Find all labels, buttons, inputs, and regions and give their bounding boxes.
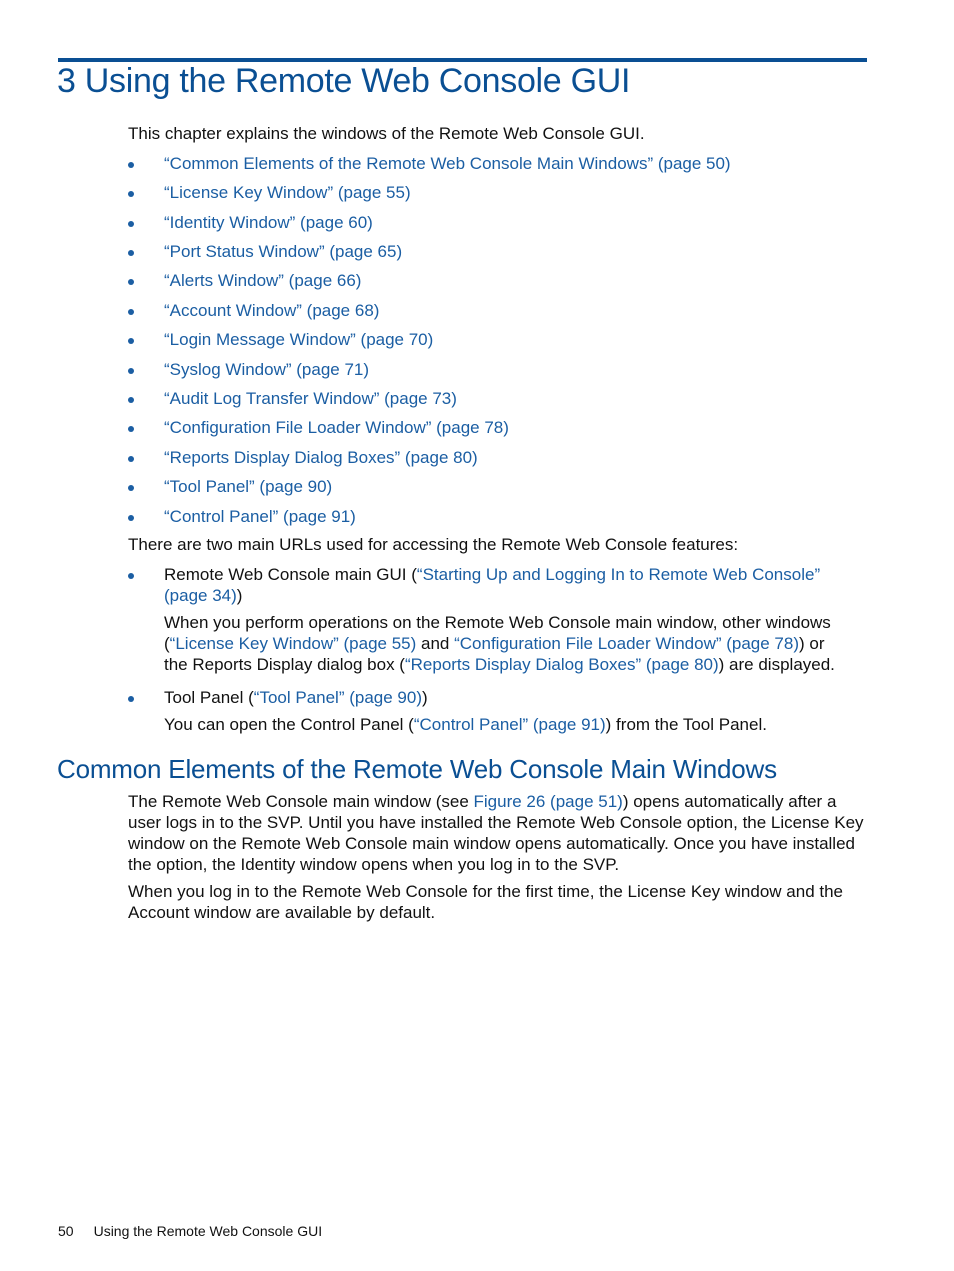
chapter-title: 3 Using the Remote Web Console GUI — [57, 62, 631, 100]
link-starting-up[interactable]: “Starting Up and Logging In to Remote Web Console” — [416, 565, 821, 584]
bullet-icon — [128, 309, 134, 315]
toc-link-login-message[interactable]: “Login Message Window” (page 70) — [164, 330, 434, 349]
bullet-icon — [128, 696, 134, 702]
bullet-icon — [128, 397, 134, 403]
toc-link-reports-display[interactable]: “Reports Display Dialog Boxes” (page 80) — [164, 448, 478, 467]
bullet-icon — [128, 485, 134, 491]
toc-link-license-key[interactable]: “License Key Window” (page 55) — [164, 183, 411, 202]
toc-link-common-elements[interactable]: “Common Elements of the Remote Web Console Main Windows” (page 50) — [164, 154, 731, 173]
toc-link-configuration-file-loader[interactable]: “Configuration File Loader Window” (page 78) — [164, 418, 509, 437]
section-title: Common Elements of the Remote Web Console Main Windows — [57, 754, 777, 784]
section-paragraph1-line4: the option, the Identity window opens when you log in to the SVP. — [128, 855, 620, 874]
section-paragraph1-line3: window on the Remote Web Console main window opens automatically. Once you have installed — [128, 834, 855, 853]
main-gui-detail-line3: the Reports Display dialog box (“Reports Display Dialog Boxes” (page 80)) are displayed. — [164, 655, 835, 674]
toc-link-alerts[interactable]: “Alerts Window” (page 66) — [164, 271, 362, 290]
toc-link-audit-log-transfer[interactable]: “Audit Log Transfer Window” (page 73) — [164, 389, 457, 408]
bullet-icon — [128, 426, 134, 432]
main-gui-item-continued: (page 34)) — [164, 586, 243, 605]
section-paragraph1-line2: user logs in to the SVP. Until you have installed the Remote Web Console option, the License Key — [128, 813, 864, 832]
link-starting-up-page[interactable]: (page 34) — [164, 586, 237, 605]
bullet-icon — [128, 456, 134, 462]
main-gui-item: Remote Web Console main GUI (“Starting Up and Logging In to Remote Web Console” — [164, 565, 821, 584]
main-gui-detail-line1: When you perform operations on the Remote Web Console main window, other windows — [164, 613, 831, 632]
toc-link-control-panel[interactable]: “Control Panel” (page 91) — [164, 507, 356, 526]
bullet-icon — [128, 221, 134, 227]
section-paragraph1-line1: The Remote Web Console main window (see Figure 26 (page 51)) opens automatically after a — [128, 792, 837, 811]
bullet-icon — [128, 573, 134, 579]
bullet-icon — [128, 338, 134, 344]
link-configuration-file-loader-window[interactable]: “Configuration File Loader Window” (page 78) — [454, 634, 800, 653]
toc-link-port-status[interactable]: “Port Status Window” (page 65) — [164, 242, 403, 261]
urls-intro-paragraph: There are two main URLs used for accessing the Remote Web Console features: — [128, 535, 739, 554]
section-paragraph2-line1: When you log in to the Remote Web Console for the first time, the License Key window and the — [128, 882, 844, 901]
link-figure-26[interactable]: Figure 26 (page 51) — [473, 792, 623, 811]
tool-panel-item: Tool Panel (“Tool Panel” (page 90)) — [164, 688, 428, 707]
bullet-icon — [128, 515, 134, 521]
bullet-icon — [128, 368, 134, 374]
toc-link-account[interactable]: “Account Window” (page 68) — [164, 301, 380, 320]
link-reports-display-dialog-boxes[interactable]: “Reports Display Dialog Boxes” (page 80) — [404, 655, 719, 674]
link-control-panel[interactable]: “Control Panel” (page 91) — [413, 715, 606, 734]
tool-panel-detail: You can open the Control Panel (“Control Panel” (page 91)) from the Tool Panel. — [164, 715, 767, 734]
bullet-icon — [128, 279, 134, 285]
page-footer — [58, 1222, 322, 1240]
intro-paragraph: This chapter explains the windows of the Remote Web Console GUI. — [128, 124, 645, 143]
bullet-icon — [128, 191, 134, 197]
toc-link-identity[interactable]: “Identity Window” (page 60) — [164, 213, 373, 232]
running-title: Using the Remote Web Console GUI — [93, 1223, 323, 1239]
bullet-icon — [128, 250, 134, 256]
bullet-icon — [128, 162, 134, 168]
link-license-key-window[interactable]: “License Key Window” (page 55) — [169, 634, 417, 653]
toc-link-syslog[interactable]: “Syslog Window” (page 71) — [164, 360, 370, 379]
page-number: 50 — [58, 1223, 74, 1239]
toc-link-tool-panel[interactable]: “Tool Panel” (page 90) — [164, 477, 333, 496]
main-gui-detail-line2: (“License Key Window” (page 55) and “Configuration File Loader Window” (page 78)) or — [164, 634, 825, 653]
link-tool-panel[interactable]: “Tool Panel” (page 90) — [253, 688, 422, 707]
section-paragraph2-line2: Account window are available by default. — [128, 903, 436, 922]
